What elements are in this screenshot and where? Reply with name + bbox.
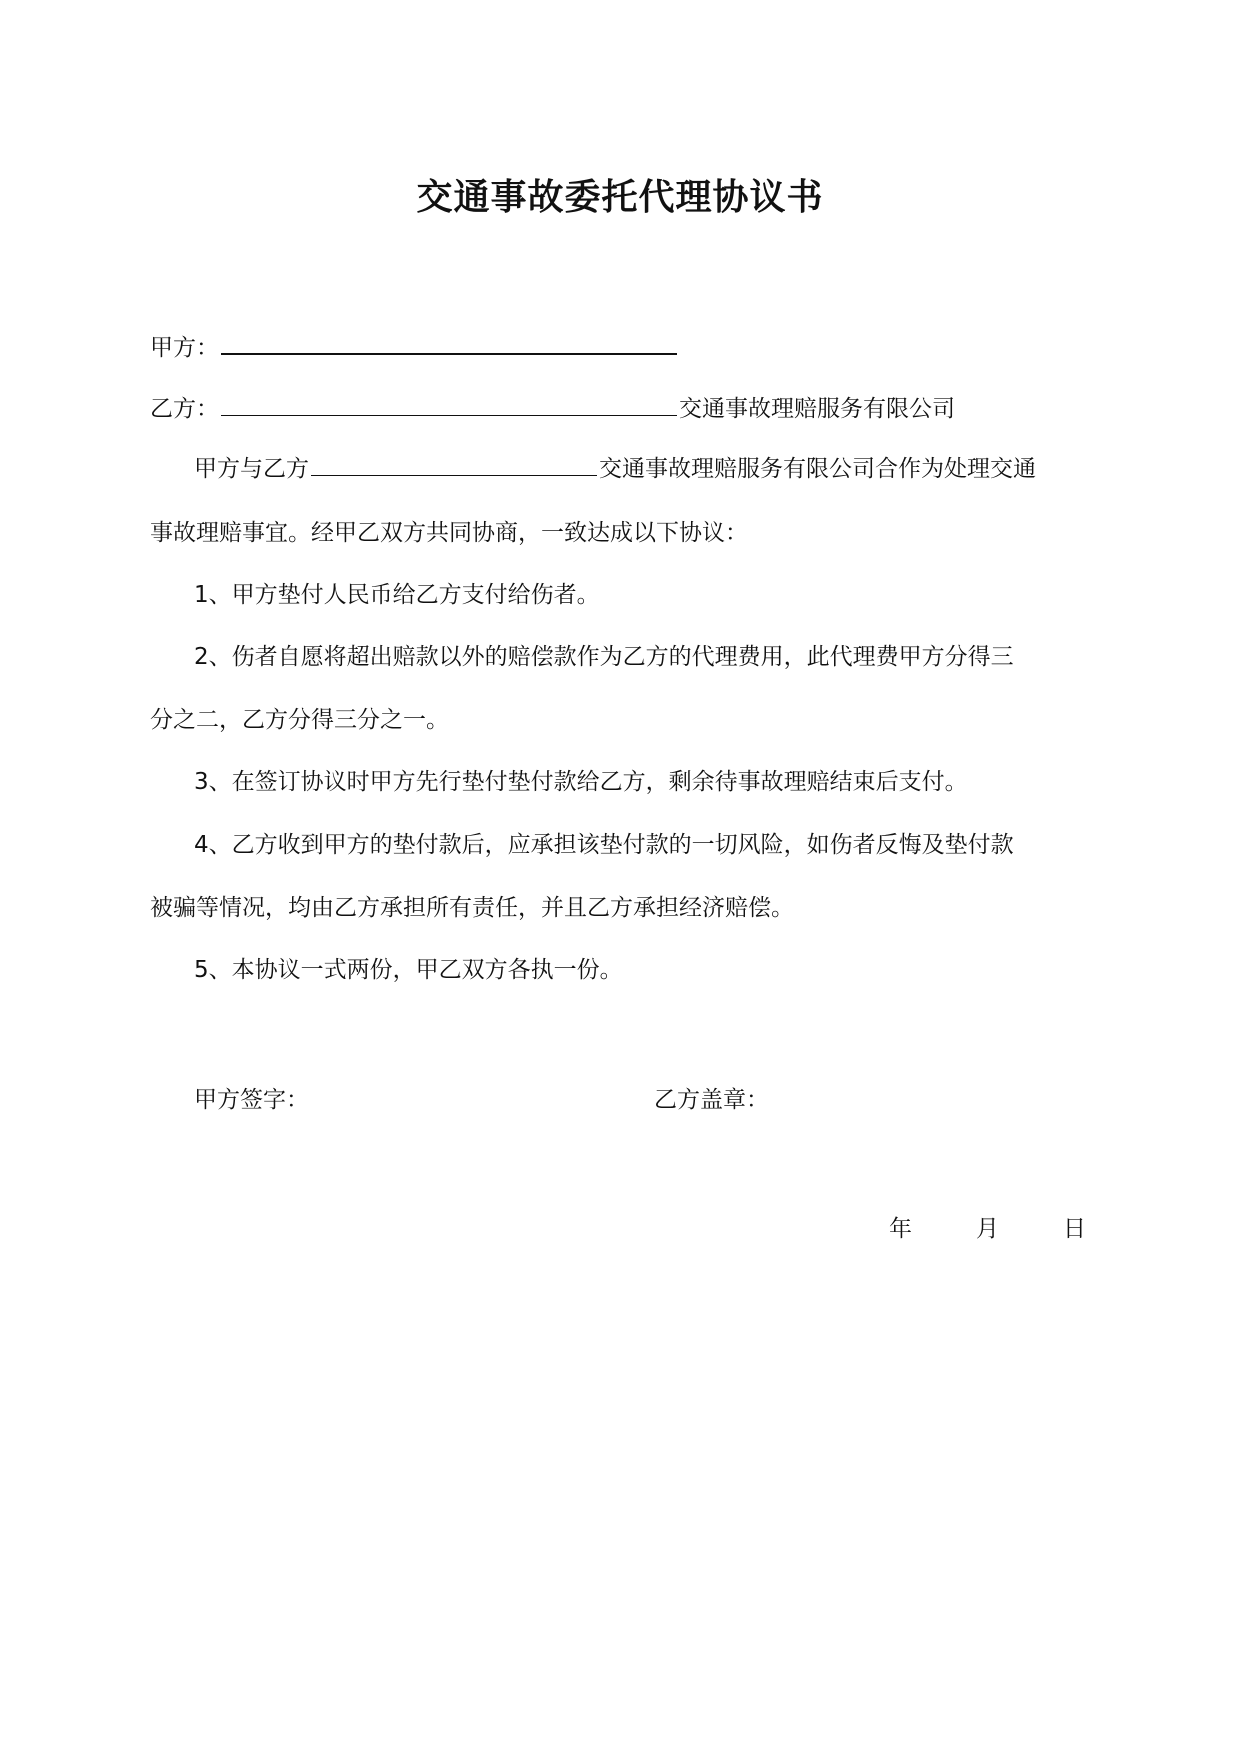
document-title: 交通事故委托代理协议书	[416, 176, 824, 218]
intro-blank[interactable]	[311, 474, 597, 476]
party-a-line	[150, 331, 679, 365]
party-b-suffix: 交通事故理赔服务有限公司	[679, 396, 955, 422]
date-year: 年	[889, 1216, 912, 1242]
clause-3: 3、在签订协议时甲方先行垫付垫付款给乙方，剩余待事故理赔结束后支付。	[194, 769, 968, 795]
party-b-blank[interactable]	[221, 414, 677, 416]
intro-line-1	[194, 452, 1036, 486]
party-b-seal-label: 乙方盖章：	[654, 1087, 769, 1113]
intro-line-2: 事故理赔事宜。经甲乙双方共同协商，一致达成以下协议：	[150, 520, 748, 546]
clause-5: 5、本协议一式两份，甲乙双方各执一份。	[194, 957, 623, 983]
intro-suffix: 交通事故理赔服务有限公司合作为处理交通	[599, 456, 1036, 482]
clause-4-line-2: 被骗等情况，均由乙方承担所有责任，并且乙方承担经济赔偿。	[150, 895, 794, 921]
party-a-label: 甲方：	[150, 335, 219, 361]
clause-2-line-2: 分之二，乙方分得三分之一。	[150, 707, 449, 733]
party-a-blank[interactable]	[221, 352, 677, 355]
intro-prefix: 甲方与乙方	[194, 456, 309, 482]
clause-2-line-1: 2、伤者自愿将超出赔款以外的赔偿款作为乙方的代理费用，此代理费甲方分得三	[194, 644, 1014, 670]
date-month: 月	[976, 1216, 999, 1242]
party-a-signature-label: 甲方签字：	[194, 1087, 309, 1113]
party-b-label: 乙方：	[150, 396, 219, 422]
date-day: 日	[1063, 1216, 1086, 1242]
clause-4-line-1: 4、乙方收到甲方的垫付款后，应承担该垫付款的一切风险，如伤者反悔及垫付款	[194, 832, 1014, 858]
clause-1: 1、甲方垫付人民币给乙方支付给伤者。	[194, 582, 600, 608]
party-b-line	[150, 392, 955, 426]
